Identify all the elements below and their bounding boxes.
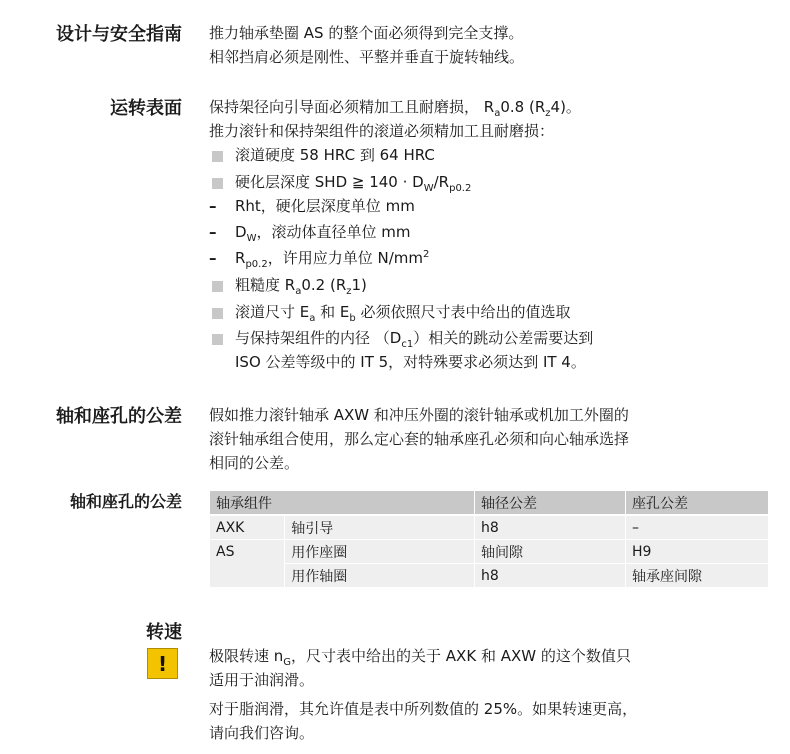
shaft-line-2: 滚针轴承组合使用，那么定心套的轴承座孔必须和向心轴承选择 [209, 430, 630, 448]
shaft-body [209, 403, 779, 475]
design-line-1: 推力轴承垫圈 AS 的整个面必须得到完全支撑。 [209, 24, 524, 42]
speed-heading: 转速 [146, 622, 182, 643]
list-item: 滚道尺寸 $E_a$ 和 $E_b$ 必须依照尺寸表中给出的值选取 [209, 300, 779, 324]
table-cell: – [626, 515, 769, 540]
table-cell: 轴间隙 [475, 540, 626, 564]
table-header-cell: 座孔公差 [626, 491, 769, 515]
list-item: – $R_{p0.2}$，许用应力单位 $N/mm^2$ [209, 246, 779, 270]
square-bullet-icon [212, 334, 223, 345]
speed-line-3: 对于脂润滑，其允许值是表中所列数值的 25%。如果转速更高， [209, 700, 638, 718]
table-header-cell: 轴承组件 [210, 491, 475, 515]
table-cell: 轴承座间隙 [626, 564, 769, 588]
square-bullet-icon [212, 178, 223, 189]
table-cell: H9 [626, 540, 769, 564]
warning-icon: ! [147, 648, 178, 679]
design-body [209, 21, 779, 69]
table-cell: 轴引导 [285, 515, 475, 540]
list-item: 硬化层深度 SHD ≧ $140 \cdot D_W/R_{p0.2}$ [209, 170, 779, 194]
speed-line-4: 请向我们咨询。 [209, 724, 315, 742]
list-item: 粗糙度 $R_a0.2$ $(R_z1)$ [209, 273, 779, 297]
dash-mark: – [209, 223, 217, 241]
dash-mark: – [209, 197, 217, 215]
running-surface-body [209, 95, 779, 374]
speed-line-2: 适用于油润滑。 [209, 671, 315, 689]
speed-body [209, 644, 779, 745]
square-bullet-icon [212, 281, 223, 292]
list-item: 与保持架组件的内径 $(D_{c1})$相关的跳动公差需要达到 ISO 公差等级中的 IT 5，对特殊要求必须达到 IT 4。 [209, 326, 779, 374]
table-row [210, 564, 768, 588]
table-header-row [210, 491, 768, 515]
table-cell: 用作座圈 [285, 540, 475, 564]
table-cell: 用作轴圈 [285, 564, 475, 588]
table-row [210, 515, 768, 540]
shaft-line-3: 相同的公差。 [209, 454, 300, 472]
square-bullet-icon [212, 151, 223, 162]
design-line-2: 相邻挡肩必须是刚性、平整并垂直于旋转轴线。 [209, 48, 525, 66]
table-cell: AS [210, 540, 285, 564]
square-bullet-icon [212, 308, 223, 319]
table-cell: AXK [210, 515, 285, 540]
table-row [210, 540, 768, 564]
table-cell [210, 564, 285, 588]
list-item: – Rht，硬化层深度单位 mm [209, 194, 779, 218]
table-header-cell: 轴径公差 [475, 491, 626, 515]
shaft-line-1: 假如推力滚针轴承 AXW 和冲压外圈的滚针轴承或机加工外圈的 [209, 406, 629, 424]
list-item: – $D_W$，滚动体直径单位 mm [209, 220, 779, 244]
running-surface-heading: 运转表面 [110, 98, 182, 119]
table-cell: h8 [475, 564, 626, 588]
list-item: 滚道硬度 58 HRC 到 64 HRC [209, 143, 779, 167]
table-caption: 轴和座孔的公差 [69, 492, 182, 511]
rs-line-1: 保持架径向引导面必须精加工且耐磨损， $R_a0.8$ $(R_z4)$。 [209, 98, 581, 119]
table-cell: h8 [475, 515, 626, 540]
shaft-heading: 轴和座孔的公差 [56, 406, 182, 427]
tolerance-table-wrap [210, 491, 768, 588]
design-heading: 设计与安全指南 [56, 24, 182, 45]
rs-line-2: 推力滚针和保持架组件的滚道必须精加工且耐磨损： [209, 122, 555, 140]
tolerance-table [210, 491, 768, 588]
dash-mark: – [209, 249, 217, 267]
speed-line-1: 极限转速 $n_G$，尺寸表中给出的关于 AXK 和 AXW 的这个数值只 [209, 647, 631, 668]
